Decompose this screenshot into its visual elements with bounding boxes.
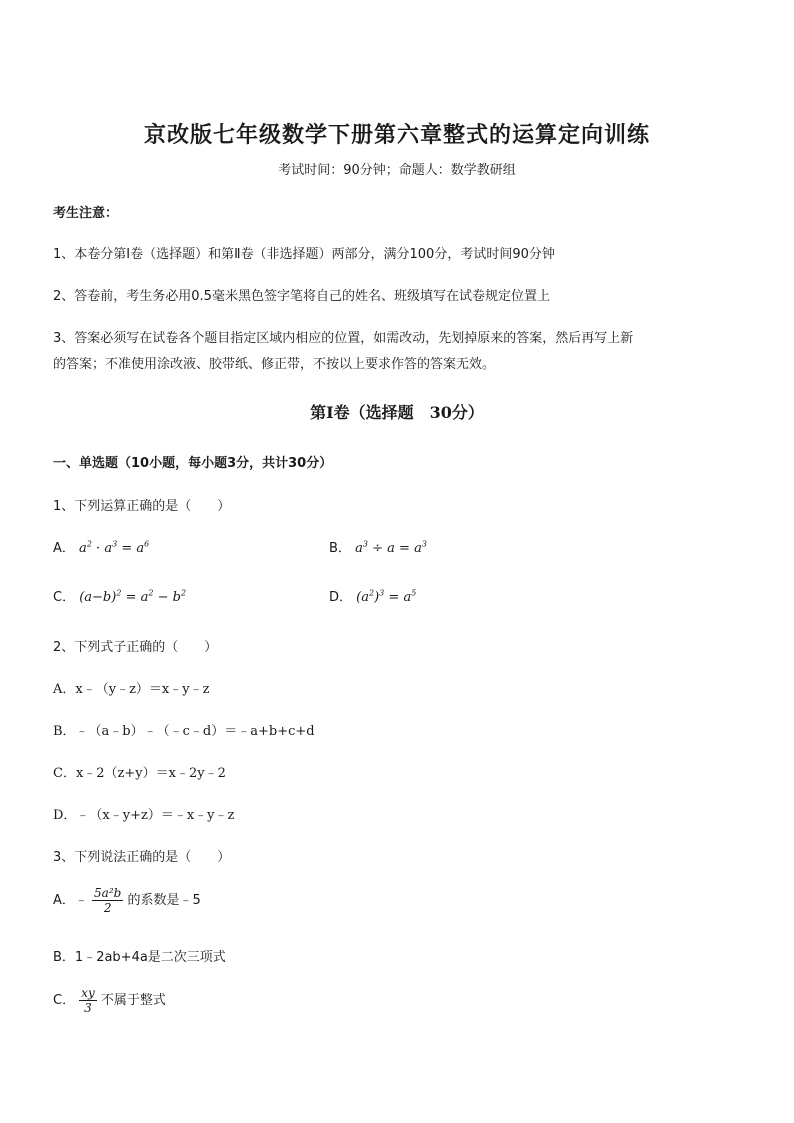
notice-item-2: 2、答卷前，考生务必用0.5毫米黑色签字笔将自己的姓名、班级填写在试卷规定位置上 [53, 289, 550, 304]
exam-subtitle: 考试时间：90分钟；命题人：数学教研组 [278, 163, 516, 178]
math-expression: $(a-b)^2 = a^2 - b^2$ [79, 588, 187, 605]
fraction: $\frac{\text{5a²b}}{2}$ [94, 886, 122, 915]
q1-option-c[interactable] [53, 586, 186, 605]
q1-option-b[interactable] [329, 537, 427, 556]
option-label: C． [53, 590, 76, 605]
q1-option-a[interactable] [53, 537, 149, 556]
option-label: A．﹣ [53, 893, 88, 908]
q3-option-a[interactable]: A．﹣ $\frac{\text{5a²b}}{2}$ 的系数是﹣5 [53, 886, 201, 915]
q1-option-d[interactable] [329, 586, 416, 605]
math-expression: $a^3 \div a = a^3$ [355, 539, 427, 556]
option-label: A． [53, 541, 75, 556]
question-3-stem: 3、下列说法正确的是（ ） [53, 850, 231, 865]
option-label: B． [329, 541, 351, 556]
section-title: 第Ⅰ卷（选择题 30分） [310, 403, 484, 422]
q2-option-b[interactable]: B．﹣（a﹣b）﹣（﹣c﹣d）＝﹣a+b+c+d [53, 724, 315, 739]
part-title: 一、单选题（10小题，每小题3分，共计30分） [53, 456, 333, 471]
q2-option-d[interactable]: D．﹣（x﹣y+z）＝﹣x﹣y﹣z [53, 808, 235, 823]
q2-option-a[interactable]: A．x﹣（y﹣z）＝x﹣y﹣z [53, 682, 210, 697]
question-2-stem: 2、下列式子正确的（ ） [53, 640, 218, 655]
notice-item-3: 3、答案必须写在试卷各个题目指定区域内相应的位置，如需改动，先划掉原来的答案，然后再写上新 [53, 331, 634, 346]
notice-item-1: 1、本卷分第Ⅰ卷（选择题）和第Ⅱ卷（非选择题）两部分，满分100分，考试时间90分钟 [53, 247, 555, 262]
q2-option-c[interactable]: C．x﹣2（z+y）＝x﹣2y﹣2 [53, 766, 226, 781]
q3-option-b[interactable]: B．1﹣2ab+4a是二次三项式 [53, 950, 226, 965]
math-expression: $(a^2)^3 = a^5$ [356, 588, 417, 605]
notice-item-3-cont: 的答案；不准使用涂改液、胶带纸、修正带，不按以上要求作答的答案无效。 [53, 357, 496, 372]
option-label: D． [329, 590, 353, 605]
option-label: C． [53, 993, 76, 1008]
exam-title: 京改版七年级数学下册第六章整式的运算定向训练 [143, 122, 650, 148]
question-1-stem: 1、下列运算正确的是（ ） [53, 499, 231, 514]
math-expression: $a^2 \cdot a^3 = a^6$ [79, 539, 150, 556]
q3-option-c[interactable]: C． $\frac{xy}{3}$ 不属于整式 [53, 986, 166, 1015]
fraction: $\frac{xy}{3}$ [81, 986, 95, 1015]
notice-heading: 考生注意： [53, 206, 119, 221]
